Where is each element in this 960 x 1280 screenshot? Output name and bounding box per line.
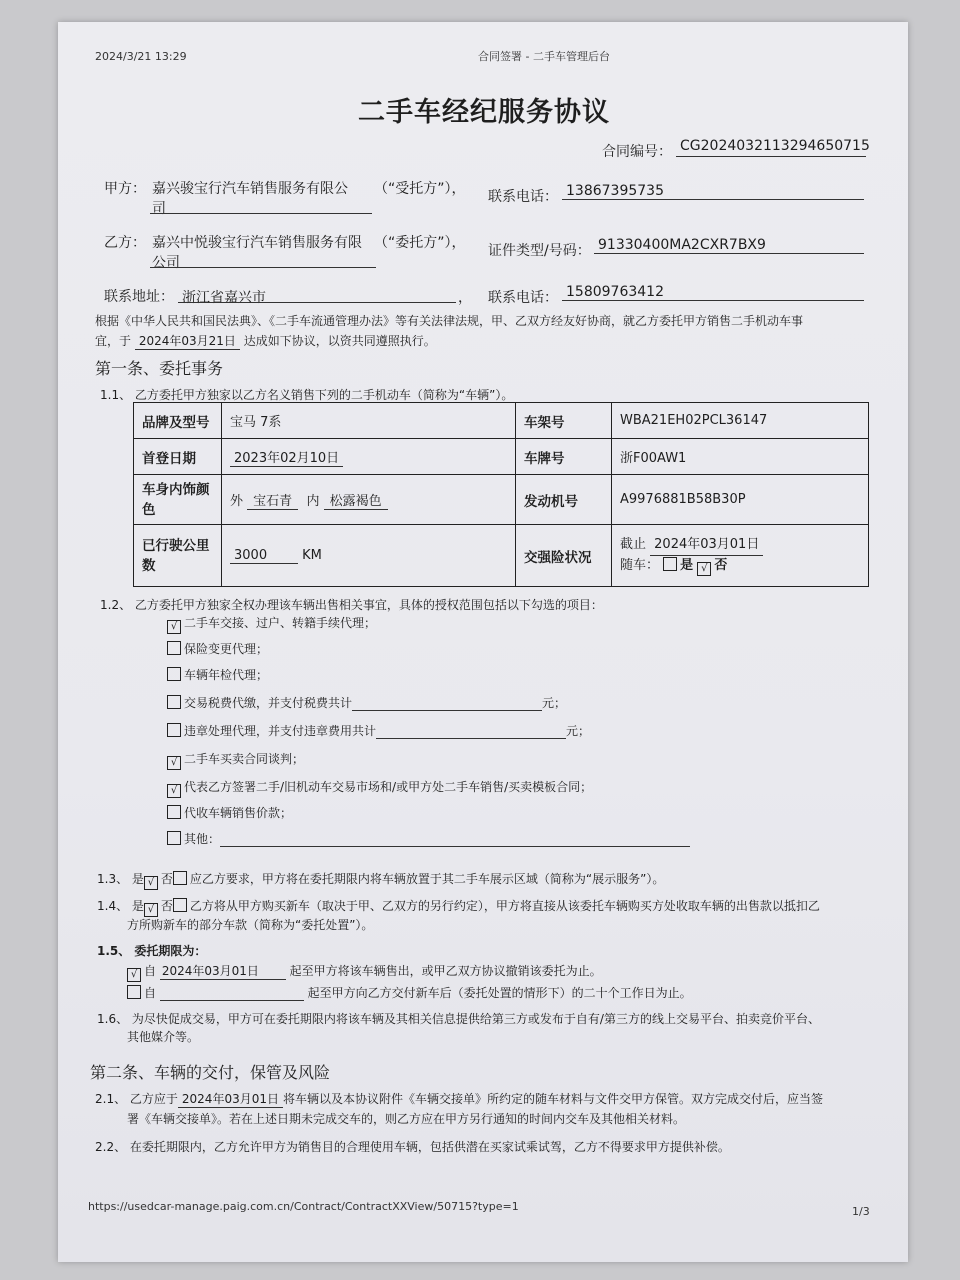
table-row bbox=[134, 403, 869, 439]
reg-date-cell bbox=[222, 439, 516, 475]
clause-1-5-option2 bbox=[127, 984, 692, 1001]
clause-1-3-text: 应乙方要求，甲方将在委托期限内将车辆放置于其二手车展示区域（简称为“展示服务”）。 bbox=[189, 872, 665, 886]
authorization-option-checkbox[interactable]: √ bbox=[167, 784, 181, 798]
agreement-date: 2024年03月21日 bbox=[135, 332, 240, 350]
other-blank[interactable] bbox=[220, 832, 690, 847]
insurance-label: 交强险状况 bbox=[516, 525, 612, 587]
ins-with-car-label: 随车： bbox=[620, 558, 660, 573]
preamble-line2-suffix: 达成如下协议，以资共同遵照执行。 bbox=[243, 334, 436, 348]
plate-value: 浙F00AW1 bbox=[612, 439, 869, 475]
vehicle-info-table bbox=[133, 402, 869, 587]
party-a-phone-label: 联系电话： bbox=[488, 189, 558, 205]
authorization-option-label: 违章处理代理，并支付违章费用共计 bbox=[184, 724, 377, 738]
period-option2-prefix: 自 bbox=[144, 986, 157, 1000]
ins-yes-label: 是 bbox=[680, 558, 694, 573]
clause-2-1-line2: 署《车辆交接单》。若在上述日期未完成交车的，则乙方应在甲方另行通知的时间内交车及其他相关材料。 bbox=[127, 1112, 686, 1126]
preamble-line1: 根据《中华人民共和国民法典》、《二手车流通管理办法》等有关法律法规，甲、乙双方经友好协商，就乙方委托甲方销售二手机动车事 bbox=[95, 314, 804, 328]
ins-no-checkbox[interactable]: √ bbox=[697, 562, 711, 576]
authorization-option-suffix: 元； bbox=[566, 724, 591, 738]
period-option2-text: 起至甲方向乙方交付新车后（委托处置的情形下）的二十个工作日为止。 bbox=[307, 986, 692, 1000]
plate-label: 车牌号 bbox=[516, 439, 612, 475]
party-b-label: 乙方： bbox=[104, 235, 146, 251]
party-b-addr: 浙江省嘉兴市 bbox=[182, 290, 266, 306]
clause-1-4-text: 乙方将从甲方购买新车（取决于甲、乙双方的另行约定），甲方将直接从该委托车辆购买方处收取车辆的出售款以抵扣乙 bbox=[189, 899, 820, 913]
engine-label: 发动机号 bbox=[516, 475, 612, 525]
authorization-option-label: 车辆年检代理； bbox=[184, 668, 269, 682]
contract-no: CG2024032113294650715 bbox=[680, 138, 870, 154]
party-a-role: （“受托方”）， bbox=[374, 181, 466, 197]
color-label-line2: 色 bbox=[142, 501, 156, 518]
table-row bbox=[134, 525, 869, 587]
mileage-label-line1: 已行驶公里 bbox=[142, 537, 210, 554]
insurance-cell bbox=[612, 525, 869, 587]
preamble-line2-prefix: 宜，于 bbox=[95, 334, 132, 348]
clause-1-4-prefix: 1.4、 是 bbox=[97, 899, 144, 913]
period-option1-date: 2024年03月01日 bbox=[160, 962, 286, 980]
authorization-option bbox=[167, 778, 592, 798]
period-option2-blank bbox=[160, 986, 304, 1001]
clause-1-3-no-checkbox[interactable] bbox=[173, 871, 187, 885]
mileage-label-line2: 数 bbox=[142, 557, 156, 574]
party-a-phone-underline bbox=[562, 199, 864, 200]
ins-until-value: 2024年03月01日 bbox=[650, 535, 763, 556]
clause-2-1 bbox=[95, 1090, 823, 1108]
authorization-option-checkbox[interactable] bbox=[167, 805, 181, 819]
party-b-addr-comma: ， bbox=[458, 290, 472, 306]
authorization-option bbox=[167, 694, 566, 711]
color-label-line1: 车身内饰颜 bbox=[142, 481, 210, 498]
vin-value: WBA21EH02PCL36147 bbox=[612, 403, 869, 439]
period-option1-prefix: 自 bbox=[144, 964, 157, 978]
brand-label: 品牌及型号 bbox=[134, 403, 222, 439]
document-title: 二手车经纪服务协议 bbox=[358, 97, 610, 128]
clause-1-3-prefix: 1.3、 是 bbox=[97, 872, 144, 886]
color-label bbox=[134, 475, 222, 525]
footer-url[interactable]: https://usedcar-manage.paig.com.cn/Contract/ContractXXView/50715?type=1 bbox=[88, 1200, 519, 1213]
clause-1-4-no-checkbox[interactable] bbox=[173, 898, 187, 912]
clause-1-4-line2: 方所购新车的部分车款（简称为“委托处置”）。 bbox=[127, 918, 374, 932]
clause-1-5-title: 1.5、 委托期限为： bbox=[97, 944, 207, 958]
party-b-phone: 15809763412 bbox=[566, 284, 664, 300]
contract-no-underline bbox=[676, 156, 866, 157]
amount-blank[interactable] bbox=[352, 696, 542, 711]
clause-1-2: 1.2、 乙方委托甲方独家全权办理该车辆出售相关事宜，具体的授权范围包括以下勾选的项目： bbox=[100, 598, 603, 612]
period-option1-text: 起至甲方将该车辆售出，或甲乙双方协议撤销该委托为止。 bbox=[289, 964, 602, 978]
party-b-name-line2: 公司 bbox=[152, 255, 180, 271]
period-option2-checkbox[interactable] bbox=[127, 985, 141, 999]
party-b-id-no: 91330400MA2CXR7BX9 bbox=[598, 237, 766, 253]
authorization-option-checkbox[interactable]: √ bbox=[167, 620, 181, 634]
ext-color-value: 宝石青 bbox=[247, 490, 298, 510]
clause-1-5-option1 bbox=[127, 962, 602, 982]
party-a-phone: 13867395735 bbox=[566, 183, 664, 199]
authorization-option bbox=[167, 830, 690, 847]
party-a-name-line1: 嘉兴骏宝行汽车销售服务有限公 bbox=[152, 181, 348, 197]
authorization-option-checkbox[interactable] bbox=[167, 831, 181, 845]
authorization-option-label: 交易税费代缴，并支付税费共计 bbox=[184, 696, 353, 710]
party-b-addr-label: 联系地址： bbox=[104, 289, 174, 305]
party-b-id-label: 证件类型/号码： bbox=[488, 243, 591, 259]
ext-color-prefix: 外 bbox=[230, 493, 244, 509]
authorization-option-checkbox[interactable] bbox=[167, 695, 181, 709]
party-b-addr-underline bbox=[178, 302, 456, 303]
mileage-unit: KM bbox=[302, 547, 322, 563]
mileage-label bbox=[134, 525, 222, 587]
authorization-option-label: 保险变更代理； bbox=[184, 642, 269, 656]
authorization-option bbox=[167, 614, 376, 634]
int-color-prefix: 内 bbox=[306, 493, 320, 509]
mileage-cell bbox=[222, 525, 516, 587]
party-a-label: 甲方： bbox=[104, 181, 146, 197]
clause-1-4 bbox=[97, 897, 820, 917]
authorization-option-suffix: 元； bbox=[542, 696, 567, 710]
authorization-option-checkbox[interactable] bbox=[167, 723, 181, 737]
print-datetime: 2024/3/21 13:29 bbox=[95, 50, 187, 63]
int-color-value: 松露褐色 bbox=[324, 490, 388, 510]
mileage-value: 3000 bbox=[230, 548, 298, 564]
party-a-name-underline bbox=[150, 213, 372, 214]
authorization-option-checkbox[interactable] bbox=[167, 641, 181, 655]
ins-until-label: 截止 bbox=[620, 537, 647, 552]
authorization-option-checkbox[interactable]: √ bbox=[167, 756, 181, 770]
authorization-option-label: 二手车交接、过户、转籍手续代理； bbox=[184, 616, 377, 630]
clause-1-3-no-label: 否 bbox=[160, 872, 173, 886]
party-b-name-underline bbox=[150, 267, 376, 268]
preamble-line2 bbox=[95, 332, 436, 350]
section-1-title: 第一条、委托事务 bbox=[95, 359, 224, 378]
clause-1-6-line2: 其他媒介等。 bbox=[127, 1030, 200, 1044]
authorization-option-label: 二手车买卖合同谈判； bbox=[184, 752, 305, 766]
clause-1-3-yes-checkbox[interactable]: √ bbox=[144, 876, 158, 890]
party-b-name-line1: 嘉兴中悦骏宝行汽车销售服务有限 bbox=[152, 235, 362, 251]
authorization-option bbox=[167, 666, 268, 683]
clause-1-3 bbox=[97, 870, 664, 890]
ins-yes-checkbox[interactable] bbox=[663, 557, 677, 571]
brand-value: 宝马 7系 bbox=[222, 403, 516, 439]
period-option1-checkbox[interactable]: √ bbox=[127, 968, 141, 982]
vin-label: 车架号 bbox=[516, 403, 612, 439]
color-cell bbox=[222, 475, 516, 525]
reg-date-label: 首登日期 bbox=[134, 439, 222, 475]
authorization-option bbox=[167, 804, 292, 821]
clause-2-1-text: 将车辆以及本协议附件《车辆交接单》所约定的随车材料与文件交甲方保管。双方完成交付后，应当签 bbox=[283, 1092, 824, 1106]
party-b-phone-underline bbox=[562, 300, 864, 301]
authorization-option bbox=[167, 722, 590, 739]
table-row bbox=[134, 439, 869, 475]
authorization-option bbox=[167, 640, 268, 657]
party-b-id-underline bbox=[594, 253, 864, 254]
authorization-option-label: 代表乙方签署二手/旧机动车交易市场和/或甲方处二手车销售/买卖模板合同； bbox=[184, 780, 593, 794]
print-system-title: 合同签署 - 二手车管理后台 bbox=[478, 50, 610, 63]
engine-value: A9976881B58B30P bbox=[612, 475, 869, 525]
handover-date: 2024年03月01日 bbox=[178, 1090, 283, 1108]
clause-2-1-prefix: 2.1、 乙方应于 bbox=[95, 1092, 178, 1106]
party-b-phone-label: 联系电话： bbox=[488, 290, 558, 306]
authorization-option-checkbox[interactable] bbox=[167, 667, 181, 681]
clause-2-2: 2.2、 在委托期限内，乙方允许甲方为销售目的合理使用车辆，包括供潜在买家试乘试驾，乙方不得要求甲方提供补偿。 bbox=[95, 1140, 730, 1154]
authorization-option bbox=[167, 750, 304, 770]
authorization-option-label: 代收车辆销售价款； bbox=[184, 806, 293, 820]
party-a-name-line2: 司 bbox=[152, 201, 166, 217]
ins-no-label: 否 bbox=[714, 558, 728, 573]
table-row bbox=[134, 475, 869, 525]
section-2-title: 第二条、车辆的交付，保管及风险 bbox=[90, 1063, 331, 1082]
party-b-role: （“委托方”）， bbox=[374, 235, 466, 251]
clause-1-4-yes-checkbox[interactable]: √ bbox=[144, 903, 158, 917]
clause-1-1: 1.1、 乙方委托甲方独家以乙方名义销售下列的二手机动车（简称为“车辆”）。 bbox=[100, 388, 514, 402]
page-number: 1/3 bbox=[852, 1205, 870, 1218]
authorization-option-label: 其他： bbox=[184, 832, 221, 846]
reg-date-value: 2023年02月10日 bbox=[230, 447, 343, 467]
clause-1-6-line1: 1.6、 为尽快促成交易，甲方可在委托期限内将该车辆及其相关信息提供给第三方或发布于自有/第三方的线上交易平台、拍卖竞价平台、 bbox=[97, 1012, 820, 1026]
clause-1-4-no-label: 否 bbox=[160, 899, 173, 913]
amount-blank[interactable] bbox=[376, 724, 566, 739]
contract-no-label: 合同编号： bbox=[602, 144, 672, 160]
